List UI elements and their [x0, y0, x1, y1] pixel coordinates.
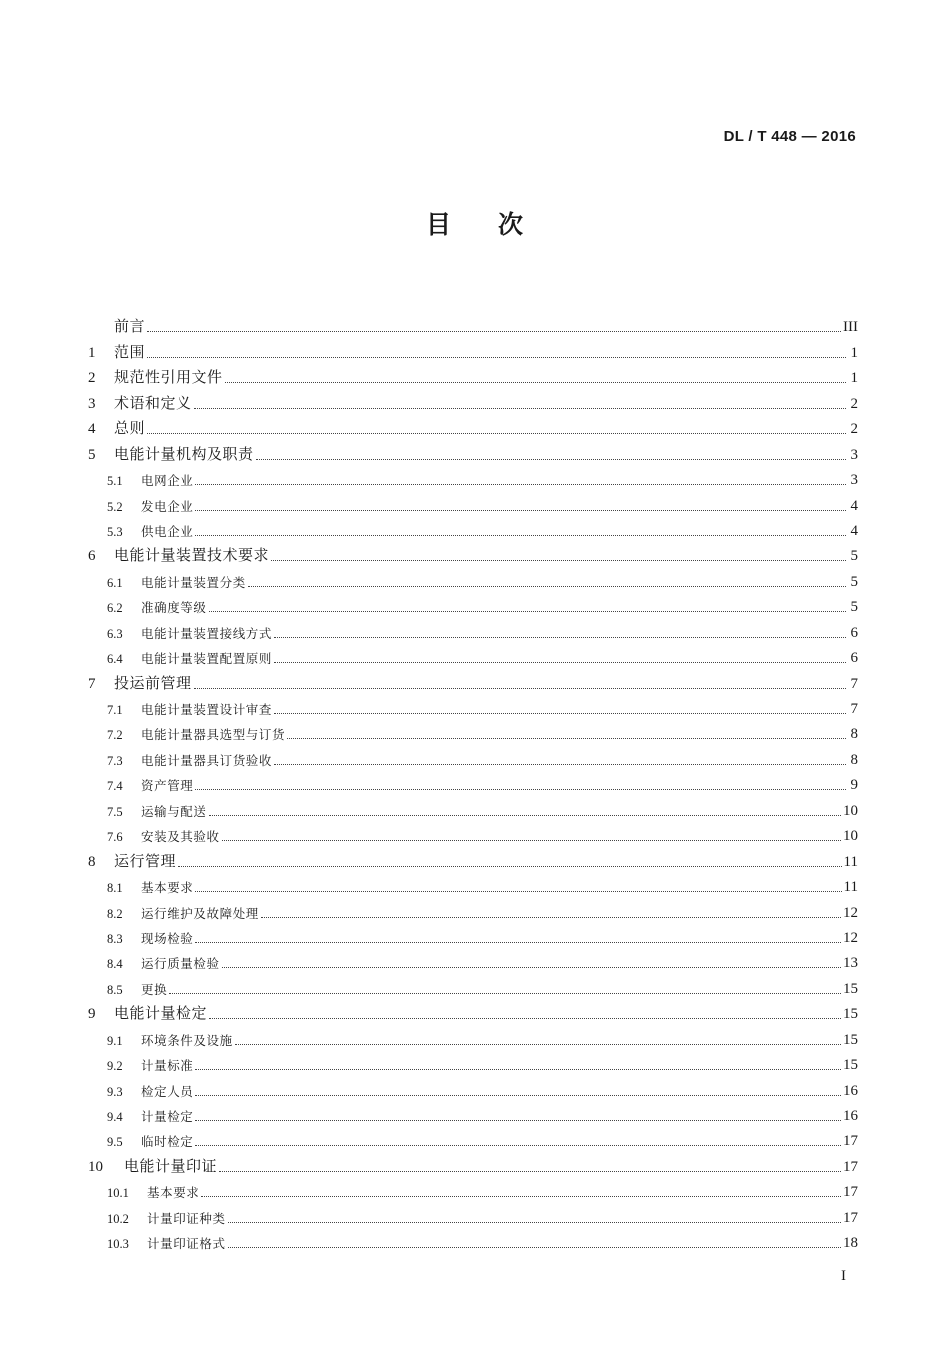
toc-entry[interactable]: [88, 568, 858, 593]
dot-leader: [194, 688, 846, 689]
dot-leader: [287, 738, 846, 739]
toc-entry-number: 2: [88, 370, 96, 387]
toc-entry-page: 2: [850, 395, 858, 412]
toc-entry-page: 11: [843, 853, 858, 870]
dot-leader: [195, 1120, 841, 1121]
dot-leader: [222, 840, 841, 841]
toc-entry-label: 准确度等级: [141, 600, 207, 616]
toc-entry-label: 电能计量装置技术要求: [114, 546, 270, 565]
toc-entry-label: 运行质量检验: [141, 956, 220, 972]
toc-entry-number: 3: [88, 395, 96, 412]
toc-entry[interactable]: [88, 467, 858, 492]
page-title-char-1: 目: [425, 210, 452, 239]
toc-entry-page: 17: [843, 1158, 858, 1175]
toc-entry-number: 5.3: [107, 524, 123, 539]
page-title: [0, 205, 950, 241]
dot-leader: [274, 764, 846, 765]
toc-entry-page: 5: [850, 573, 858, 590]
toc-entry-number: 9: [88, 1006, 96, 1023]
toc-entry-number: 7: [88, 675, 96, 692]
toc-entry-page: 8: [850, 726, 858, 743]
dot-leader: [248, 586, 846, 587]
toc-entry-page: 15: [843, 1031, 858, 1048]
toc-entry-number: 7.6: [107, 830, 123, 845]
toc-entry-label: 投运前管理: [114, 673, 192, 692]
toc-entry-page: 17: [843, 1209, 858, 1226]
toc-entry-label: 电能计量装置配置原则: [141, 651, 273, 667]
toc-entry-label: 运行维护及故障处理: [141, 905, 259, 921]
toc-entry-number: 6.2: [107, 601, 123, 616]
dot-leader: [209, 815, 841, 816]
toc-entry-number: 8.3: [107, 931, 123, 946]
toc-entry[interactable]: [88, 1103, 858, 1128]
toc-entry[interactable]: [88, 1153, 858, 1178]
toc-entry[interactable]: [88, 899, 858, 924]
toc-entry-number: 7.4: [107, 779, 123, 794]
toc-entry-label: 检定人员: [141, 1083, 194, 1099]
toc-entry-label: 范围: [114, 342, 146, 361]
toc-entry-page: 17: [843, 1133, 858, 1150]
toc-entry[interactable]: [88, 1077, 858, 1102]
toc-entry-page: 6: [850, 624, 858, 641]
toc-entry-page: 4: [850, 497, 858, 514]
toc-entry[interactable]: [88, 314, 858, 339]
toc-entry-label: 电能计量器具选型与订货: [141, 727, 286, 743]
dot-leader: [194, 408, 846, 409]
toc-entry-number: 8.2: [107, 906, 123, 921]
dot-leader: [228, 1247, 841, 1248]
toc-entry-page: 12: [843, 929, 858, 946]
dot-leader: [195, 942, 841, 943]
toc-entry-label: 现场检验: [141, 930, 194, 946]
toc-entry-page: 4: [850, 522, 858, 539]
toc-entry-number: 5.1: [107, 474, 123, 489]
toc-entry[interactable]: [88, 1204, 858, 1229]
toc-entry-label: 电能计量检定: [114, 1004, 208, 1023]
dot-leader: [147, 433, 846, 434]
toc-entry-page: 1: [850, 370, 858, 387]
dot-leader: [225, 382, 846, 383]
toc-entry-label: 计量印证种类: [147, 1210, 226, 1226]
toc-entry-page: 16: [843, 1082, 858, 1099]
toc-entry-number: 5.2: [107, 499, 123, 514]
dot-leader: [209, 611, 846, 612]
toc-entry-label: 术语和定义: [114, 393, 192, 412]
toc-entry-number: 9.5: [107, 1135, 123, 1150]
toc-entry-number: 10: [88, 1158, 103, 1175]
toc-entry-label: 供电企业: [141, 523, 194, 539]
toc-entry-page: 18: [843, 1235, 858, 1252]
table-of-contents: [88, 314, 858, 1255]
toc-entry-label: 规范性引用文件: [114, 368, 223, 387]
toc-entry-label: 计量印证格式: [147, 1236, 226, 1252]
dot-leader: [274, 662, 846, 663]
toc-entry-page: 11: [843, 879, 858, 896]
dot-leader: [195, 789, 846, 790]
toc-entry-number: 8: [88, 853, 96, 870]
toc-entry-number: 8.5: [107, 982, 123, 997]
toc-entry-label: 电能计量机构及职责: [114, 444, 254, 463]
toc-entry-label: 环境条件及设施: [141, 1032, 233, 1048]
toc-entry[interactable]: [88, 848, 858, 873]
toc-entry-number: 9.3: [107, 1084, 123, 1099]
toc-entry-number: 1: [88, 344, 96, 361]
toc-entry-number: 10.2: [107, 1211, 129, 1226]
toc-entry-number: 9.2: [107, 1059, 123, 1074]
toc-entry[interactable]: [88, 1052, 858, 1077]
toc-entry-label: 基本要求: [141, 880, 194, 896]
toc-entry-page: 9: [850, 777, 858, 794]
dot-leader: [209, 1018, 841, 1019]
toc-entry-number: 8.1: [107, 881, 123, 896]
toc-entry-label: 电能计量装置设计审查: [141, 702, 273, 717]
dot-leader: [256, 459, 846, 460]
toc-entry[interactable]: [88, 339, 858, 364]
toc-entry-number: 9.1: [107, 1033, 123, 1048]
toc-entry[interactable]: [88, 365, 858, 390]
dot-leader: [195, 1095, 841, 1096]
dot-leader: [222, 967, 841, 968]
toc-entry[interactable]: [88, 619, 858, 644]
toc-entry-label: 电能计量装置分类: [141, 574, 246, 590]
dot-leader: [274, 637, 846, 638]
toc-entry-label: 前言: [114, 317, 146, 336]
toc-entry[interactable]: [88, 594, 858, 619]
toc-entry-label: 电能计量印证: [124, 1156, 218, 1175]
toc-entry-page: 2: [850, 421, 858, 438]
toc-entry-number: 7.2: [107, 728, 123, 743]
toc-entry-number: 7.3: [107, 753, 123, 768]
toc-entry[interactable]: [88, 874, 858, 899]
toc-entry-page: 1: [850, 344, 858, 361]
toc-entry-label: 安装及其验收: [141, 829, 220, 845]
toc-entry-page: 7: [850, 701, 858, 717]
toc-entry-label: 更换: [141, 981, 168, 997]
toc-entry-number: 10.3: [107, 1237, 129, 1252]
toc-entry-page: 5: [850, 548, 858, 565]
toc-entry-page: 10: [843, 828, 858, 845]
toc-entry-label: 电能计量器具订货验收: [141, 752, 273, 768]
toc-entry[interactable]: [88, 670, 858, 695]
toc-entry[interactable]: [88, 1230, 858, 1255]
toc-entry-number: 6.4: [107, 652, 123, 667]
dot-leader: [195, 510, 846, 511]
toc-entry-page: 8: [850, 751, 858, 768]
toc-entry-page: 16: [843, 1108, 858, 1124]
dot-leader: [195, 891, 841, 892]
toc-entry-page: III: [843, 319, 858, 336]
toc-entry[interactable]: [88, 416, 858, 441]
toc-entry-page: 3: [850, 446, 858, 463]
dot-leader: [147, 357, 846, 358]
dot-leader: [261, 917, 841, 918]
dot-leader: [201, 1196, 841, 1197]
toc-entry-label: 临时检定: [141, 1134, 194, 1150]
dot-leader: [147, 331, 841, 332]
toc-entry-page: 3: [850, 472, 858, 489]
toc-entry[interactable]: [88, 721, 858, 746]
toc-entry[interactable]: [88, 645, 858, 670]
toc-entry[interactable]: [88, 518, 858, 543]
toc-entry-number: 5: [88, 446, 96, 463]
toc-entry[interactable]: [88, 441, 858, 466]
toc-entry-label: 电网企业: [141, 473, 194, 489]
toc-entry[interactable]: [88, 797, 858, 822]
toc-entry[interactable]: [88, 1179, 858, 1204]
toc-entry[interactable]: [88, 696, 858, 721]
toc-entry-label: 发电企业: [141, 498, 194, 514]
toc-entry-number: 8.4: [107, 957, 123, 972]
toc-entry-number: 6: [88, 548, 96, 565]
dot-leader: [178, 866, 842, 867]
toc-entry-label: 电能计量装置接线方式: [141, 625, 273, 641]
dot-leader: [219, 1171, 841, 1172]
dot-leader: [169, 993, 841, 994]
toc-entry-page: 15: [843, 1057, 858, 1074]
toc-entry-label: 资产管理: [141, 778, 194, 794]
toc-entry-number: 7.1: [107, 703, 123, 717]
toc-entry[interactable]: [88, 1026, 858, 1051]
toc-entry-page: 5: [850, 599, 858, 616]
toc-entry[interactable]: [88, 1001, 858, 1026]
page-number: I: [841, 1268, 846, 1284]
toc-entry-page: 15: [843, 1006, 858, 1023]
toc-entry-label: 运行管理: [114, 851, 177, 870]
toc-entry-page: 10: [843, 802, 858, 819]
toc-entry-page: 6: [850, 650, 858, 667]
page-title-char-2: 次: [498, 210, 525, 239]
dot-leader: [271, 560, 846, 561]
dot-leader: [195, 535, 846, 536]
toc-entry-label: 基本要求: [147, 1185, 200, 1201]
dot-leader: [195, 484, 846, 485]
toc-entry[interactable]: [88, 1128, 858, 1153]
toc-entry-page: 17: [843, 1184, 858, 1201]
dot-leader: [228, 1222, 841, 1223]
dot-leader: [235, 1044, 841, 1045]
toc-entry-number: 6.3: [107, 626, 123, 641]
toc-entry-label: 运输与配送: [141, 803, 207, 819]
toc-entry-number: 10.1: [107, 1186, 129, 1201]
toc-entry-number: 9.4: [107, 1110, 123, 1124]
toc-entry-number: 6.1: [107, 575, 123, 590]
toc-entry-page: 13: [843, 955, 858, 972]
toc-entry-label: 计量标准: [141, 1058, 194, 1074]
toc-entry[interactable]: [88, 950, 858, 975]
dot-leader: [274, 713, 846, 714]
toc-entry-page: 12: [843, 904, 858, 921]
toc-entry[interactable]: [88, 975, 858, 1000]
toc-entry[interactable]: [88, 746, 858, 771]
toc-entry-label: 计量检定: [141, 1109, 194, 1124]
toc-entry-number: 7.5: [107, 804, 123, 819]
toc-entry-page: 7: [850, 675, 858, 692]
toc-entry-number: 4: [88, 421, 96, 438]
toc-entry[interactable]: [88, 492, 858, 517]
standard-code: DL / T 448 — 2016: [723, 128, 856, 145]
toc-entry[interactable]: [88, 823, 858, 848]
toc-entry-label: 总则: [114, 419, 146, 438]
toc-entry[interactable]: [88, 390, 858, 415]
dot-leader: [195, 1069, 841, 1070]
toc-entry[interactable]: [88, 925, 858, 950]
toc-entry[interactable]: [88, 543, 858, 568]
toc-entry[interactable]: [88, 772, 858, 797]
toc-entry-page: 15: [843, 980, 858, 997]
dot-leader: [195, 1145, 841, 1146]
